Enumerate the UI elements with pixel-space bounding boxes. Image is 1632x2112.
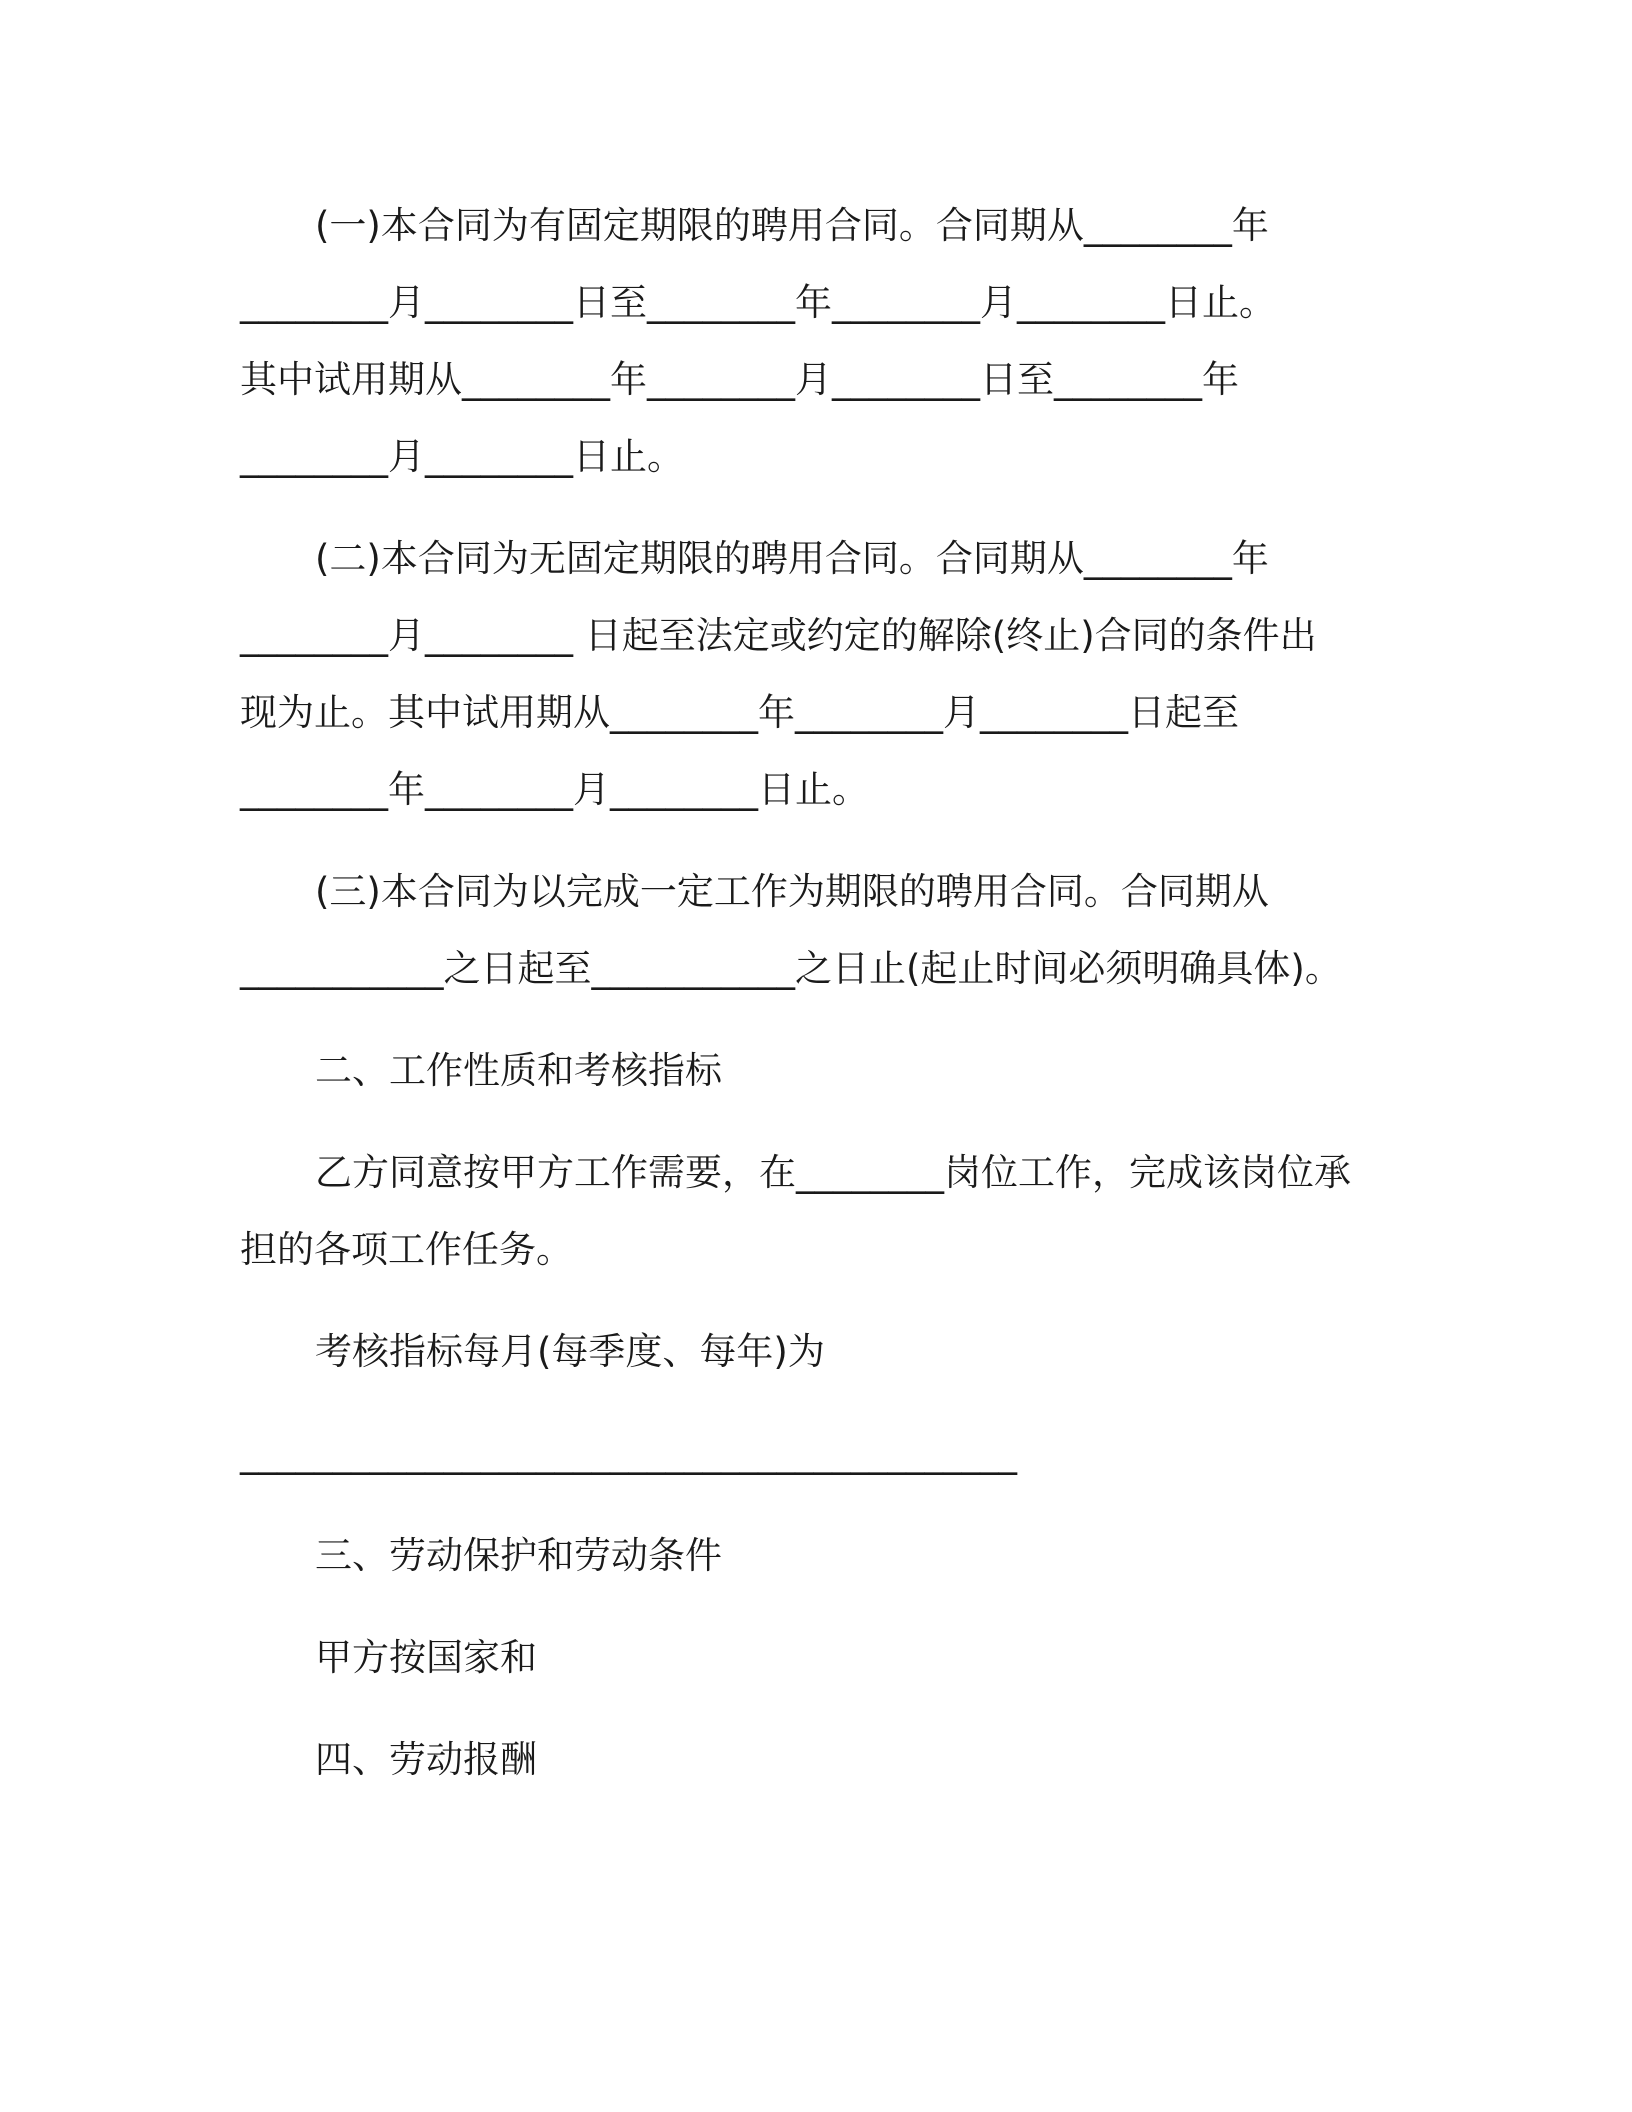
text-line: 乙方同意按甲方工作需要，在________岗位工作，完成该岗位承	[315, 1151, 1351, 1194]
text-line: ________月________日止。	[240, 435, 684, 478]
text-line: 担的各项工作任务。	[240, 1228, 573, 1271]
section-heading	[240, 1517, 1400, 1594]
text-line: ________月________日至________年________月________日止。	[240, 281, 1276, 324]
assessment-blank: __________________________________________	[240, 1432, 1017, 1475]
section-heading-labor-protection: 三、劳动保护和劳动条件	[315, 1534, 722, 1577]
section-heading	[240, 1721, 1400, 1798]
text-line: (二)本合同为无固定期限的聘用合同。合同期从________年	[315, 537, 1269, 580]
text-line: ________年________月________日止。	[240, 768, 869, 811]
text-line: (三)本合同为以完成一定工作为期限的聘用合同。合同期从	[315, 870, 1269, 913]
document-body	[240, 187, 1400, 1798]
text-line: ________月________ 日起至法定或约定的解除(终止)合同的条件出	[240, 614, 1317, 657]
text-line: 其中试用期从________年________月________日至________年	[240, 358, 1239, 401]
text-line: 现为止。其中试用期从________年________月________日起至	[240, 691, 1239, 734]
term-open-ended-paragraph	[240, 520, 1400, 828]
term-task-based-paragraph	[240, 853, 1400, 1007]
section-heading-work-nature: 二、工作性质和考核指标	[315, 1049, 722, 1092]
assessment-paragraph	[240, 1313, 1400, 1390]
text-line: 甲方按国家和	[315, 1636, 537, 1679]
assessment-blank-paragraph	[240, 1415, 1400, 1492]
work-assignment-paragraph	[240, 1134, 1400, 1288]
assessment-label: 考核指标每月(每季度、每年)为	[315, 1330, 825, 1373]
section-heading-remuneration: 四、劳动报酬	[315, 1738, 537, 1781]
text-line: ___________之日起至___________之日止(起止时间必须明确具体)。	[240, 947, 1342, 990]
labor-protection-paragraph	[240, 1619, 1400, 1696]
section-heading	[240, 1032, 1400, 1109]
term-fixed-paragraph	[240, 187, 1400, 495]
text-line: (一)本合同为有固定期限的聘用合同。合同期从________年	[315, 204, 1269, 247]
